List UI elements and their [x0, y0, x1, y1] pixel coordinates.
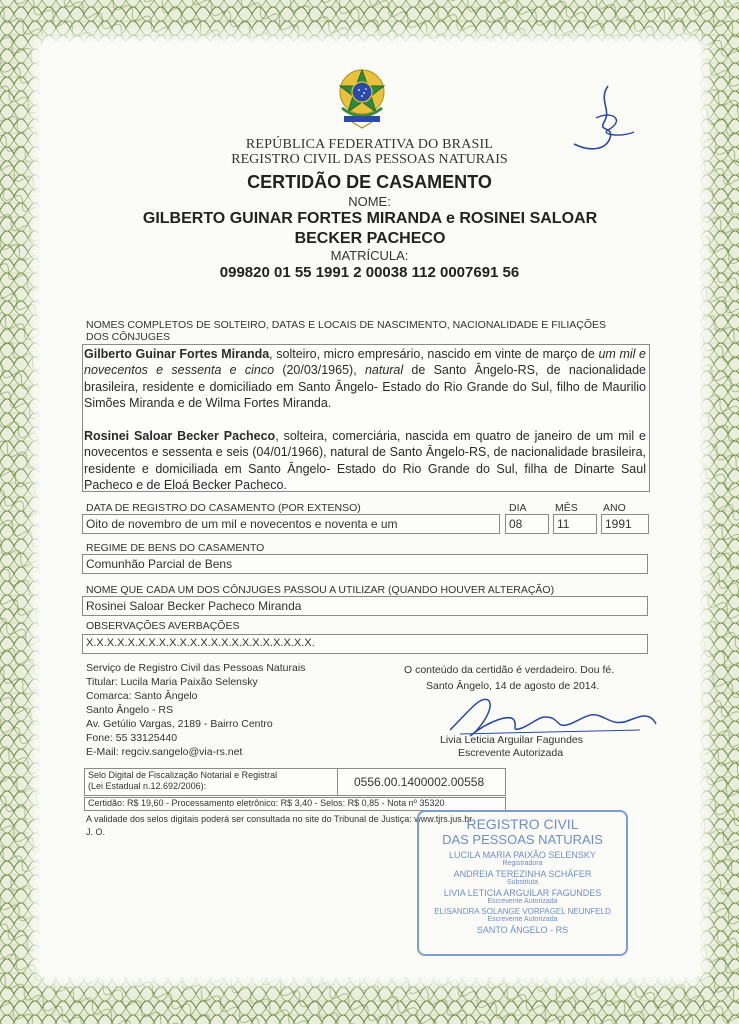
office-line-4: Santo Ângelo - RS [86, 704, 173, 716]
header-registro: REGISTRO CIVIL DAS PESSOAS NATURAIS [231, 152, 508, 167]
attestation-date: Santo Ângelo, 14 de agosto de 2014. [426, 680, 600, 692]
office-line-7: E-Mail: regciv.sangelo@via-rs.net [86, 746, 243, 758]
new-name-label: NOME QUE CADA UM DOS CÔNJUGES PASSOU A UTILIZAR (QUANDO HOUVER ALTERAÇÃO) [86, 584, 555, 596]
stamp-line-11: SANTO ÂNGELO - RS [476, 925, 569, 935]
signer-name: Livia Leticia Arguilar Fagundes [440, 734, 584, 746]
year-value: 1991 [601, 514, 649, 534]
office-line-3: Comarca: Santo Ângelo [86, 690, 198, 702]
spouse-1-bio [84, 346, 646, 411]
signer-role: Escrevente Autorizada [458, 747, 564, 759]
observations-value: X.X.X.X.X.X.X.X.X.X.X.X.X.X.X.X.X.X.X.X.X.X. [82, 634, 648, 654]
year-label: ANO [603, 502, 626, 514]
selo-divider [337, 768, 338, 795]
observations-label: OBSERVAÇÕES AVERBAÇÕES [86, 620, 240, 632]
spouse-1-text-a: , solteiro, micro empresário, nascido em vinte de março de [269, 347, 599, 361]
selo-label-2: (Lei Estadual n.12.692/2006): [88, 781, 207, 791]
selo-number: 0556.00.1400002.00558 [354, 775, 485, 789]
stamp-line-10: Escrevente Autorizada [487, 916, 558, 923]
spouse-1-text-b: um mil e novecentos e sessenta e cinco [84, 347, 646, 378]
selo-label-1: Selo Digital de Fiscalização Notarial e Registral [88, 770, 278, 780]
office-line-5: Av. Getúlio Vargas, 2189 - Bairro Centro [86, 718, 273, 730]
office-line-2: Titular: Lucila Maria Paixão Selensky [86, 676, 258, 688]
selo-validity: A validade dos selos digitais poderá ser consultada no site do Tribunal de Justiça: www.tjrs.jus.br [86, 814, 473, 824]
registration-date-value: Oito de novembro de um mil e novecentos e noventa e um [82, 514, 500, 534]
spouse-1-text-e: de Santo Ângelo-RS, de nacionalidade brasileira, residente e domiciliado em Santo Ângelo- Estado do Rio Grande do Sul, filho de Maurilio Simões Miranda e de Wilma Fortes Miranda. [84, 363, 646, 410]
spouse-2-text: , solteira, comerciária, nascida em quatro de janeiro de um mil e novecentos e sessenta e seis (04/01/1966), natural de Santo Ângelo-RS, de nacionalidade brasileira, residente e domiciliada em Santo Ângelo- Estado do Rio Grande do Sul, filha de Dinarte Saul Pacheco e de Eloá Becker Pacheco. [84, 429, 646, 492]
spouse-1-text-c: (20/03/1965), [274, 363, 365, 378]
stamp-line-8: Escrevente Autorizada [487, 898, 558, 905]
spouses-section-label-2: DOS CÔNJUGES [86, 331, 171, 343]
registry-stamp [417, 810, 628, 956]
matricula-number: 099820 01 55 1991 2 00038 112 0007691 56 [219, 264, 520, 281]
clerk-initials: J. O. [86, 827, 106, 837]
selo-costs: Certidão: R$ 19,60 - Processamento eletrônico: R$ 3,40 - Selos: R$ 0,85 - Nota nº 35320 [88, 798, 445, 808]
stamp-line-7: LIVIA LETICIA ARGUILAR FAGUNDES [443, 888, 602, 898]
office-line-1: Serviço de Registro Civil das Pessoas Naturais [86, 662, 306, 674]
document-title: CERTIDÃO DE CASAMENTO [247, 172, 492, 192]
header-republica: REPÚBLICA FEDERATIVA DO BRASIL [245, 137, 494, 152]
registration-date-label: DATA DE REGISTRO DO CASAMENTO (POR EXTENSO) [86, 502, 361, 514]
name-label: NOME: [348, 194, 391, 209]
regime-label: REGIME DE BENS DO CASAMENTO [86, 542, 265, 554]
spouses-names: GILBERTO GUINAR FORTES MIRANDA e ROSINEI SALOAR BECKER PACHECO [142, 210, 598, 247]
spouse-2-bio [84, 428, 646, 493]
stamp-line-2: DAS PESSOAS NATURAIS [442, 832, 603, 847]
brazil-coat-of-arms-icon [332, 64, 392, 130]
new-name-value: Rosinei Saloar Becker Pacheco Miranda [82, 596, 648, 616]
spouse-1-text-d: natural [364, 363, 404, 378]
stamp-line-9: ELISANDRA SOLANGE VORPAGEL NEUNFELD [434, 907, 611, 916]
stamp-line-4: Registradora [502, 860, 543, 867]
stamp-line-5: ANDREIA TEREZINHA SCHÄFER [453, 869, 592, 879]
month-value: 11 [553, 514, 597, 534]
spouses-section-label: NOMES COMPLETOS DE SOLTEIRO, DATAS E LOCAIS DE NASCIMENTO, NACIONALIDADE E FILIAÇÕES [86, 319, 607, 331]
day-value: 08 [505, 514, 549, 534]
regime-value: Comunhão Parcial de Bens [82, 554, 648, 574]
month-label: MÊS [555, 502, 578, 514]
stamp-line-1: REGISTRO CIVIL [466, 816, 579, 832]
matricula-label: MATRÍCULA: [330, 248, 409, 263]
stamp-line-3: LUCILA MARIA PAIXÃO SELENSKY [449, 850, 596, 860]
day-label: DIA [509, 502, 527, 514]
office-line-6: Fone: 55 33125440 [86, 732, 178, 744]
stamp-line-6: Substituta [506, 879, 539, 886]
spouse-2-name: Rosinei Saloar Becker Pacheco [84, 429, 276, 443]
attestation-line-1: O conteúdo da certidão é verdadeiro. Dou fé. [404, 664, 615, 676]
spouse-1-name: Gilberto Guinar Fortes Miranda [84, 347, 270, 361]
